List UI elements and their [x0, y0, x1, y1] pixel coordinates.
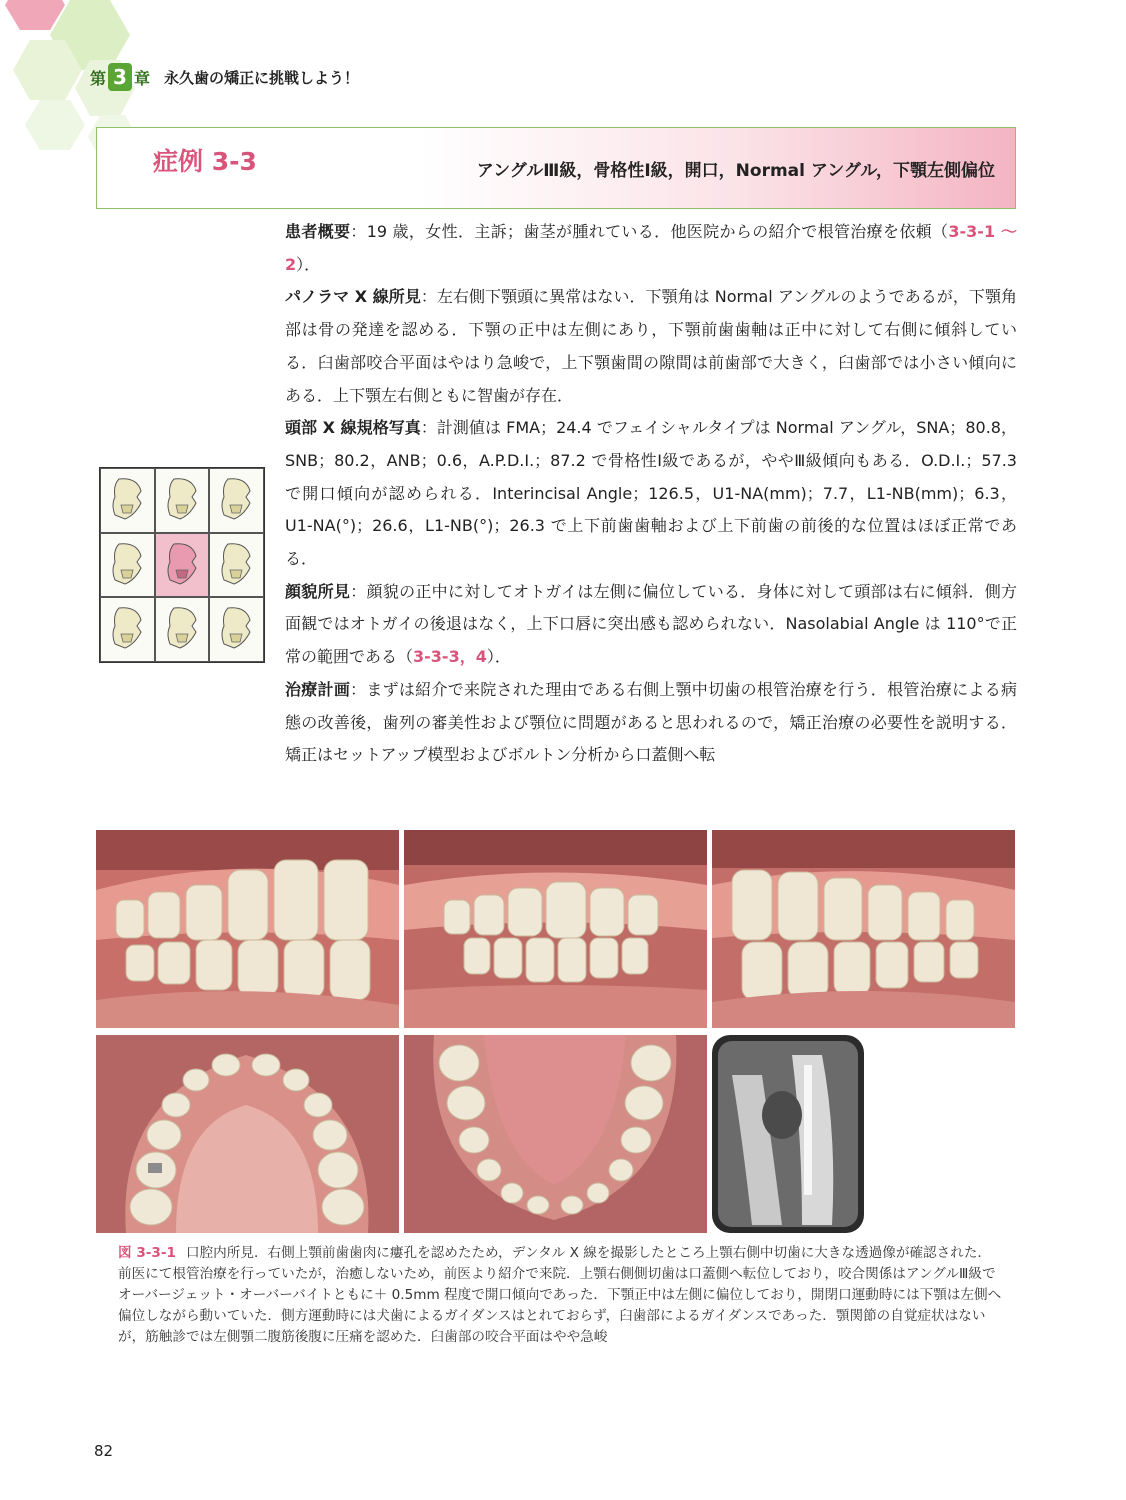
skull-icon — [107, 475, 147, 525]
page-number: 82 — [94, 1442, 114, 1460]
skull-icon — [216, 540, 256, 590]
chapter-number: 3 — [108, 63, 132, 91]
chapter-prefix: 第 — [90, 68, 107, 88]
section-tail: ）． — [296, 254, 321, 274]
section-heading: パノラマ X 線所見 — [285, 287, 421, 307]
chapter-suffix: 章 — [134, 68, 151, 88]
section-heading: 頭部 X 線規格写真 — [285, 418, 421, 438]
figure-caption — [118, 1243, 1003, 1348]
chapter-title: 永久歯の矯正に挑戦しよう！ — [164, 68, 360, 87]
skull-icon — [107, 604, 147, 654]
skull-cell — [100, 597, 155, 662]
section-heading: 治療計画 — [285, 679, 351, 699]
section-text: ：計測値は FMA；24.4 でフェイシャルタイプは Normal アングル，SNA；80.8，SNB；80.2，ANB；0.6，A.P.D.I.；87.2 で骨格性Ⅰ級であるが，ややⅢ級傾向もある．O.D.I.；57.3 で開口傾向が認められる．Interincisal Angle；126.5，U1-NA(mm)；7.7，L1-NB(mm)；6.3，U1-NA(°)；26.6，L1-NB(°)；26.3 で上下前歯歯軸および上下前歯の前後的な位置はほぼ正常である． — [285, 418, 1017, 569]
skull-icon — [216, 604, 256, 654]
intraoral-photo-right — [96, 830, 399, 1028]
skull-cell — [209, 468, 264, 533]
skull-cell — [100, 468, 155, 533]
section-text: ：左右側下顎頭に異常はない．下顎角は Normal アングルのようであるが，下顎角部は骨の発達を認める．下顎の正中は左側にあり，下顎前歯歯軸は正中に対して右側に傾斜している．臼歯部咬合平面はやはり急峻で，上下顎歯間の隙間は前歯部で大きく，臼歯部では小さい傾向にある．上下顎左右側ともに智歯が存在． — [285, 287, 1017, 405]
skull-icon — [216, 475, 256, 525]
case-title: 症例 3-3 — [153, 147, 257, 176]
case-header-box — [96, 127, 1016, 209]
dental-xray — [712, 1035, 864, 1233]
chapter-header — [90, 60, 359, 94]
figure-caption-text: 口腔内所見．右側上顎前歯歯肉に瘻孔を認めたため，デンタル X 線を撮影したところ上顎右側中切歯に大きな透過像が確認された．前医にて根管治療を行っていたが，治癒しないため，前医より紹介で来院．上顎右側側切歯は口蓋側へ転位しており，咬合関係はアングルⅢ級でオーバージェット・オーバーバイトともに＋ 0.5mm 程度で開口傾向であった．下顎正中は左側に偏位しており，開閉口運動時には下顎は左側へ偏位しながら動いていた．側方運動時には犬歯によるガイダンスはとれておらず，臼歯部によるガイダンスであった．顎関節の自覚症状はないが，筋触診では左側顎二腹筋後腹に圧痛を認めた．臼歯部の咬合平面はやや急峻 — [118, 1245, 1002, 1345]
skull-cell — [155, 597, 210, 662]
section-heading: 患者概要 — [285, 222, 351, 241]
intraoral-photo-front — [404, 830, 707, 1028]
section-text: ：まずは紹介で来院された理由である右側上顎中切歯の根管治療を行う．根管治療による病態の改善後，歯列の審美性および顎位に問題があると思われるので，矯正治療の必要性を説明する．矯正はセットアップ模型およびボルトン分析から口蓋側へ転 — [285, 679, 1017, 765]
section-tail: ）． — [486, 647, 511, 667]
skull-cell — [209, 597, 264, 662]
section-facial — [285, 576, 1017, 674]
chapter-badge — [90, 63, 150, 91]
case-subtitle: アングルⅢ級，骨格性Ⅰ級，開口，Normal アングル，下顎左側偏位 — [476, 161, 995, 181]
figure-reference: 3-3-1 ～ 2 — [285, 222, 1017, 274]
section-cephalometric — [285, 412, 1017, 576]
section-panoramic — [285, 281, 1017, 412]
intraoral-photo-left — [712, 830, 1015, 1028]
section-text: ：19 歳，女性．主訴；歯茎が腫れている．他医院からの紹介で根管治療を依頼（ — [350, 222, 949, 241]
skull-cell — [100, 533, 155, 598]
skull-icon — [162, 540, 202, 590]
section-patient-summary — [285, 216, 1017, 281]
section-treatment-plan — [285, 674, 1017, 772]
skull-cell — [209, 533, 264, 598]
occlusal-photo-upper — [96, 1035, 399, 1233]
skull-icon — [162, 475, 202, 525]
section-heading: 顔貌所見 — [285, 581, 351, 601]
body-text — [285, 216, 1017, 772]
occlusal-photo-lower — [404, 1035, 707, 1233]
skull-cell — [155, 468, 210, 533]
skull-type-grid — [99, 467, 265, 663]
skull-icon — [107, 540, 147, 590]
figure-label: 図 3-3-1 — [118, 1245, 176, 1261]
figure-reference: 3-3-3，4 — [413, 647, 487, 667]
skull-icon — [162, 604, 202, 654]
section-text: ：顔貌の正中に対してオトガイは左側に偏位している．身体に対して頭部は右に傾斜．側方面観ではオトガイの後退はなく，上下口唇に突出感も認められない．Nasolabial Angle は 110°で正常の範囲である（ — [285, 581, 1017, 667]
skull-cell-highlighted — [155, 533, 210, 598]
